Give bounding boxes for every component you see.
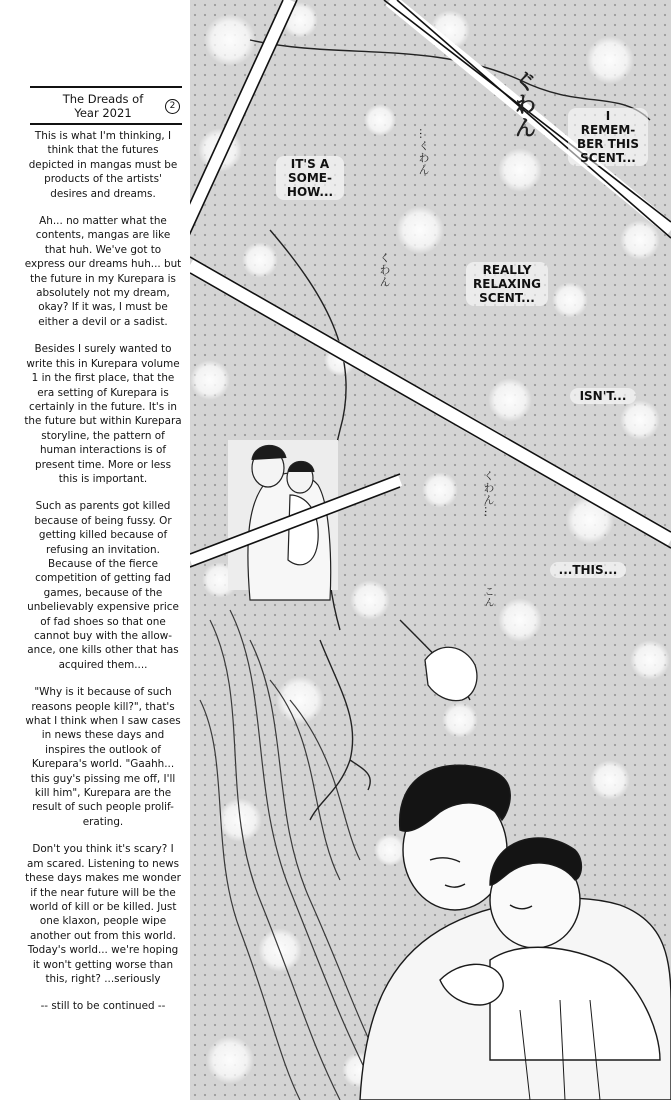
manga-artwork [190,0,671,1100]
sfx-kon: こん [482,586,493,608]
author-note-paragraph: Don't you think it's scary? I am scared. Listening to news these days makes me wonder if the near future will be the world of kill or be killed. Just one klaxon, people wipe another out from this world. Today's world... we're hoping it won't getting worse than this, right? ...seriously [25,843,181,985]
sfx-kwan-2: くわん [378,252,391,288]
author-note-paragraph: Besides I surely wanted to write this in Kurepara volume 1 in the first place, that the era setting of Kurepara is certainly in the future. It's in the future but within Kurepara storyline, the pattern of human interactions is of present time. More or less this is important. [24,343,182,485]
speech-isnt: ISN'T... [570,388,636,404]
author-note-paragraph: "Why is it because of such reasons people kill?", that's what I think when I saw cases in news these days and inspires the outlook of Kurepara's world. "Gaahh... this guy's pissing me off, I'll kill him", Kurepara are the result of such people prolif-erating. [25,686,181,828]
chapter-number-badge: 2 [165,99,180,114]
author-note-title [22,88,184,123]
continued-note: -- still to be continued -- [40,1000,166,1013]
speech-this: ...THIS... [550,562,626,578]
speech-its-a-somehow: IT'S A SOME- HOW... [276,156,344,200]
title-line-1: The Dreads of [62,92,144,106]
sfx-kwan-1: …くわん [417,128,430,176]
author-note-paragraph: Such as parents got killed because of being fussy. Or getting killed because of refusing an invitation. Because of the fierce competition of getting fad games, because of the unbelievably expensive price of fad shoes so that one cannot buy with the allow-ance, one kills other that has acquired them.... [27,500,179,671]
sfx-kwan-3: くわん… [482,470,495,518]
speech-really-relaxing-scent: REALLY RELAXING SCENT... [466,262,548,306]
sfx-gwan: ぐわん [511,70,536,139]
author-note-column [22,86,184,1014]
author-note-paragraph: This is what I'm thinking, I think that the futures depicted in mangas must be products of the artists' desires and dreams. [28,130,178,200]
author-note-paragraph: Ah... no matter what the contents, mangas are like that huh. We've got to express our dreams huh... but the future in my Kurepara is absolutely not my dream, okay? If it was, I must be either a devil or a sadist. [24,215,182,328]
speech-i-remember-this-scent: I REMEM- BER THIS SCENT... [568,108,648,166]
title-rule-bottom [30,123,182,125]
title-line-2: Year 2021 [74,106,132,120]
author-note-body [22,129,184,986]
